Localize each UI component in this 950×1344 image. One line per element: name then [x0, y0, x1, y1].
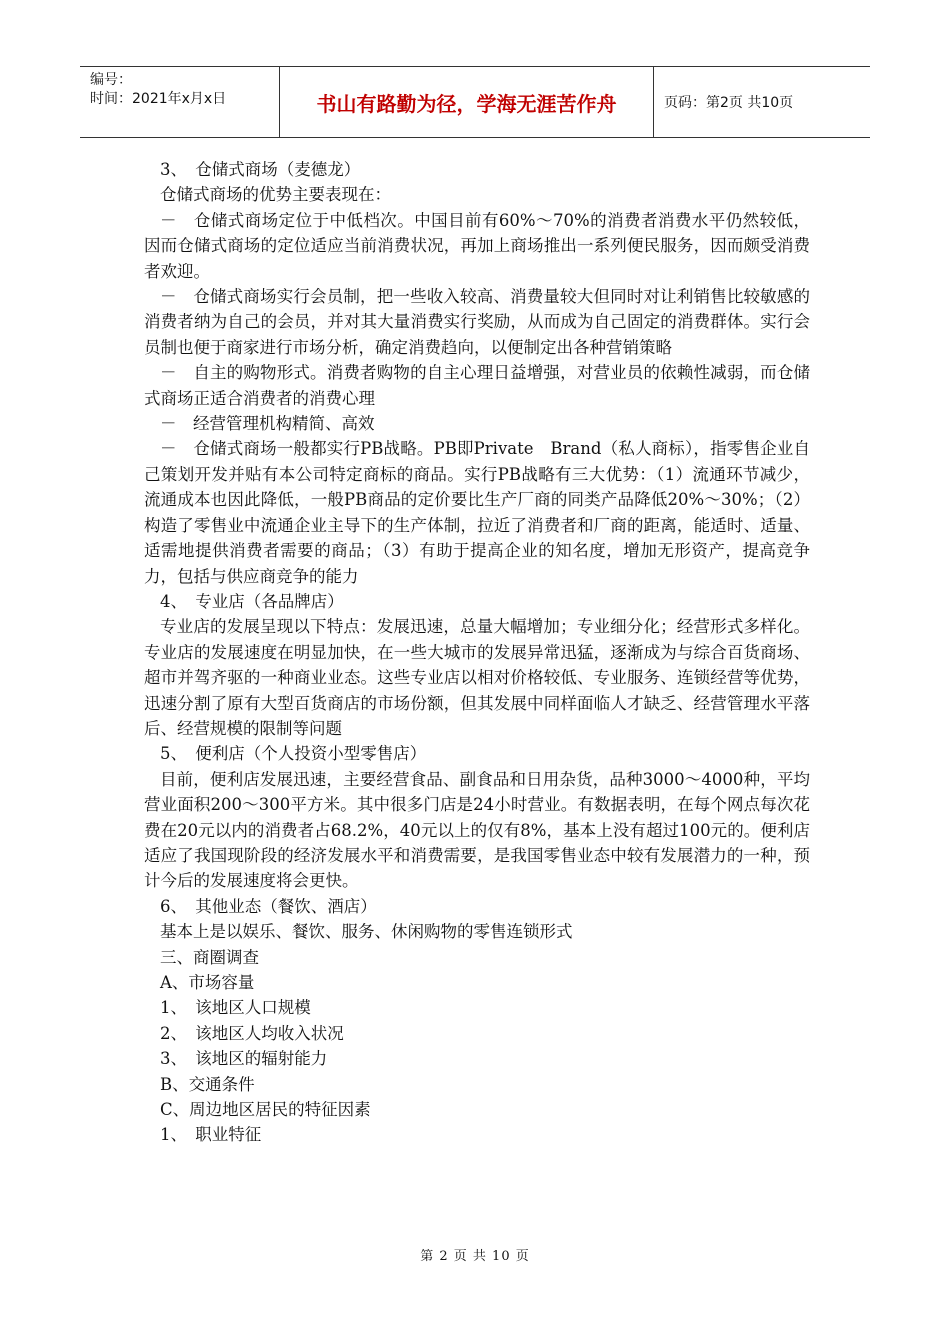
header-page-info: 页码：第2页 共10页 — [664, 95, 794, 111]
subsection-b-title: B、交通条件 — [160, 1074, 255, 1094]
subsection-a-item-1: 1、 该地区人口规模 — [160, 998, 311, 1018]
section-3-intro: 仓储式商场的优势主要表现在： — [160, 185, 391, 205]
page-footer: 第 2 页 共 10 页 — [420, 1249, 530, 1264]
subsection-a-item-3: 3、 该地区的辐射能力 — [160, 1049, 328, 1069]
section-3-point-3: － 自主的购物形式。消费者购物的自主心理日益增强，对营业员的依赖性减弱，而仓储式商场正适合消费者的消费心理 — [144, 363, 810, 408]
page-header — [80, 66, 870, 138]
section-3-point-1: － 仓储式商场定位于中低档次。中国目前有60%～70%的消费者消费水平仍然较低，因而仓储式商场的定位适应当前消费状况，再加上商场推出一系列便民服务，因而颇受消费者欢迎。 — [144, 210, 810, 281]
subsection-c-title: C、周边地区居民的特征因素 — [160, 1100, 371, 1120]
section-3-point-4: － 经营管理机构精简、高效 — [160, 414, 375, 434]
section-3-point-2: － 仓储式商场实行会员制，把一些收入较高、消费量较大但同时对让利销售比较敏感的消费者纳为自己的会员，并对其大量消费实行奖励，从而成为自己固定的消费群体。实行会员制也便于商家进行市场分析，确定消费趋向，以便制定出各种营销策略 — [144, 287, 810, 357]
section-4-title: 4、 专业店（各品牌店） — [160, 591, 344, 611]
subsection-a-item-2: 2、 该地区人均收入状况 — [160, 1023, 344, 1043]
header-motto: 书山有路勤为径，学海无涯苦作舟 — [280, 67, 654, 137]
doc-number-label: 编号： — [90, 72, 132, 88]
section-5-title: 5、 便利店（个人投资小型零售店） — [160, 744, 427, 764]
section-5-paragraph: 目前，便利店发展迅速，主要经营食品、副食品和日用杂货，品种3000～4000种，平均营业面积200～300平方米。其中很多门店是24小时营业。有数据表明，在每个网点每次花费在20元以内的消费者占68.2%，40元以上的仅有8%，基本上没有超过100元的。便利店适应了我国现阶段的经济发展水平和消费需要，是我国零售业态中较有发展潜力的一种，预计今后的发展速度将会更快。 — [144, 769, 810, 891]
document-body — [144, 157, 810, 1148]
section-3-point-5: － 仓储式商场一般都实行PB战略。PB即Private Brand（私人商标），指零售企业自己策划开发并贴有本公司特定商标的商品。实行PB战略有三大优势：（1）流通环节减少，流通成本也因此降低，一般PB商品的定价要比生产厂商的同类产品降低20%～30%；（2）构造了零售业中流通企业主导下的生产体制，拉近了消费者和厂商的距离，能适时、适量、适需地提供消费者需要的商品；（3）有助于提高企业的知名度，增加无形资产，提高竞争力，包括与供应商竞争的能力 — [144, 439, 810, 586]
subsection-c-item-1: 1、 职业特征 — [160, 1125, 262, 1145]
section-4-paragraph: 专业店的发展呈现以下特点：发展迅速，总量大幅增加；专业细分化；经营形式多样化。专业店的发展速度在明显加快，在一些大城市的发展异常迅猛，逐渐成为与综合百货商场、超市并驾齐驱的一种商业业态。这些专业店以相对价格较低、专业服务、连锁经营等优势，迅速分割了原有大型百货商店的市场份额，但其发展中同样面临人才缺乏、经营管理水平落后、经营规模的限制等问题 — [144, 617, 810, 738]
doc-date-label: 时间：2021年x月x日 — [90, 91, 227, 107]
section-6-title: 6、 其他业态（餐饮、酒店） — [160, 896, 377, 916]
section-3-title: 3、 仓储式商场（麦德龙） — [160, 160, 361, 179]
part-3-title: 三、商圈调查 — [160, 947, 259, 967]
subsection-a-title: A、市场容量 — [160, 973, 255, 992]
section-6-paragraph: 基本上是以娱乐、餐饮、服务、休闲购物的零售连锁形式 — [160, 922, 573, 942]
header-meta — [80, 67, 280, 137]
